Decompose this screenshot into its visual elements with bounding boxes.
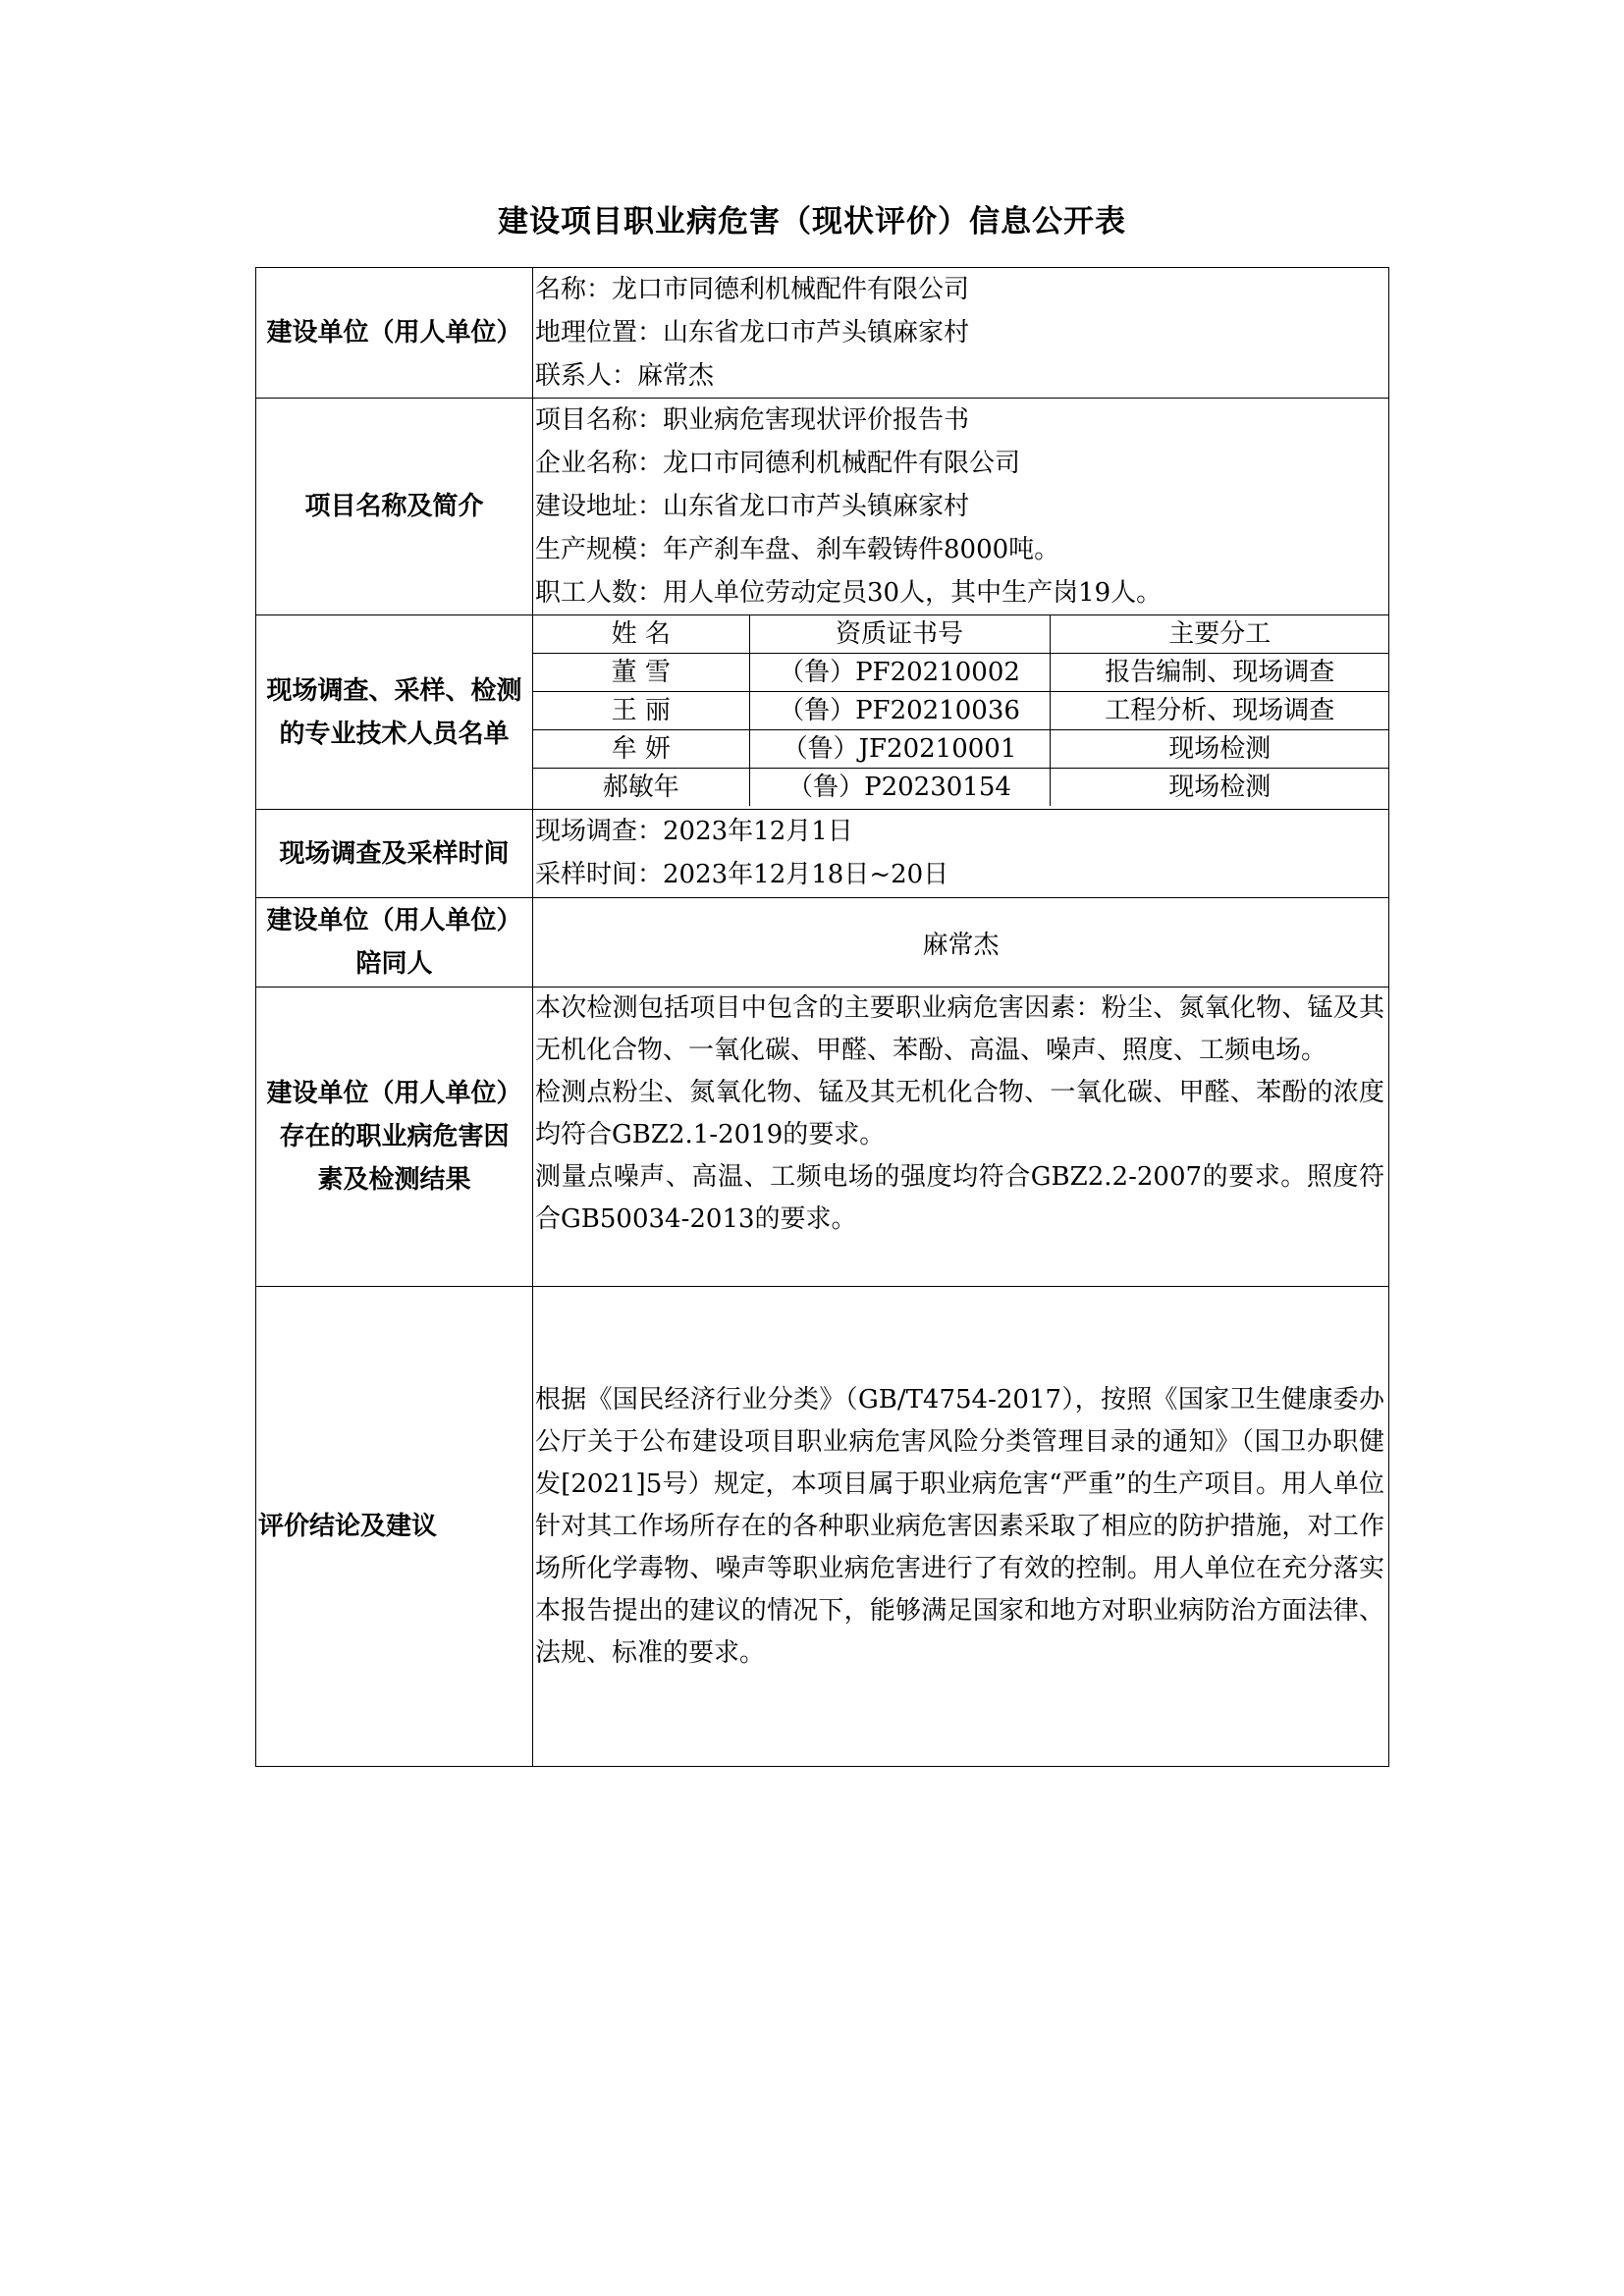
staff-table (533, 615, 1389, 806)
staff-name: 王 丽 (533, 692, 749, 730)
project-details (533, 399, 1389, 615)
row-conclusion (256, 1287, 1389, 1767)
row-project (256, 399, 1389, 615)
row-escort (256, 898, 1389, 988)
project-staff-count: 职工人数：用人单位劳动定员30人，其中生产岗19人。 (535, 578, 1163, 608)
document-title: 建设项目职业病危害（现状评价）信息公开表 (498, 204, 1126, 240)
hazards-factors: 本次检测包括项目中包含的主要职业病危害因素：粉尘、氮氧化物、锰及其无机化合物、一氧化碳、甲醛、苯酚、高温、噪声、照度、工频电场。 (535, 993, 1384, 1065)
staff-name: 郝敏年 (533, 769, 749, 807)
hazards-label-line2: 存在的职业病危害因 (279, 1122, 510, 1151)
staff-role: 现场检测 (1050, 769, 1389, 807)
unit-details (533, 268, 1389, 399)
staff-cert: （鲁）P20230154 (749, 769, 1050, 807)
project-label: 项目名称及简介 (256, 399, 533, 615)
escort-value: 麻常杰 (533, 898, 1389, 988)
survey-date: 现场调查：2023年12月1日 (535, 817, 853, 846)
escort-label (256, 898, 533, 988)
staff-header-name: 姓 名 (533, 615, 749, 654)
survey-time-details (533, 810, 1389, 898)
conclusion-text: 根据《国民经济行业分类》（GB/T4754-2017），按照《国家卫生健康委办公厅关于公布建设项目职业病危害风险分类管理目录的通知》（国卫办职健发[2021]5号）规定，本项目属于职业病危害“严重”的生产项目。用人单位针对其工作场所存在的各种职业病危害因素采取了相应的防护措施，对工作场所化学毒物、噪声等职业病危害进行了有效的控制。用人单位在充分落实本报告提出的建议的情况下，能够满足国家和地方对职业病防治方面法律、法规、标准的要求。 (535, 1384, 1384, 1668)
staff-row (533, 692, 1389, 730)
staff-header-role: 主要分工 (1050, 615, 1389, 654)
info-table (255, 267, 1389, 1767)
row-unit (256, 268, 1389, 399)
staff-header-cert: 资质证书号 (749, 615, 1050, 654)
survey-time-label: 现场调查及采样时间 (256, 810, 533, 898)
staff-label (256, 615, 533, 810)
project-address: 建设地址：山东省龙口市芦头镇麻家村 (535, 492, 970, 521)
escort-label-line2: 陪同人 (355, 949, 433, 979)
staff-cert: （鲁）PF20210036 (749, 692, 1050, 730)
staff-row (533, 730, 1389, 769)
staff-row (533, 654, 1389, 692)
conclusion-label: 评价结论及建议 (256, 1287, 533, 1767)
staff-name: 董 雪 (533, 654, 749, 692)
unit-location: 地理位置：山东省龙口市芦头镇麻家村 (535, 318, 970, 347)
unit-contact: 联系人：麻常杰 (535, 361, 715, 391)
staff-role: 报告编制、现场调查 (1050, 654, 1389, 692)
hazards-label-line1: 建设单位（用人单位） (266, 1079, 522, 1108)
conclusion-cell (533, 1287, 1389, 1767)
staff-cert: （鲁）PF20210002 (749, 654, 1050, 692)
staff-label-line2: 的专业技术人员名单 (279, 719, 510, 749)
project-scale: 生产规模：年产刹车盘、刹车毂铸件8000吨。 (535, 535, 1060, 564)
hazards-details (533, 988, 1389, 1287)
staff-name: 牟 妍 (533, 730, 749, 769)
project-name: 项目名称：职业病危害现状评价报告书 (535, 405, 970, 435)
hazards-label (256, 988, 533, 1287)
staff-cert: （鲁）JF20210001 (749, 730, 1050, 769)
unit-label: 建设单位（用人单位） (256, 268, 533, 399)
unit-name: 名称：龙口市同德利机械配件有限公司 (535, 275, 970, 304)
sampling-date: 采样时间：2023年12月18日~20日 (535, 860, 949, 889)
staff-header-row (533, 615, 1389, 654)
row-survey-time (256, 810, 1389, 898)
row-hazards (256, 988, 1389, 1287)
staff-cell (533, 615, 1389, 810)
row-staff (256, 615, 1389, 810)
project-company: 企业名称：龙口市同德利机械配件有限公司 (535, 449, 1021, 478)
hazards-intensity-result: 测量点噪声、高温、工频电场的强度均符合GBZ2.2-2007的要求。照度符合GB50034-2013的要求。 (535, 1162, 1384, 1234)
escort-label-line1: 建设单位（用人单位） (266, 906, 522, 935)
hazards-concentration-result: 检测点粉尘、氮氧化物、锰及其无机化合物、一氧化碳、甲醛、苯酚的浓度均符合GBZ2.1-2019的要求。 (535, 1078, 1384, 1149)
staff-row (533, 769, 1389, 807)
staff-role: 工程分析、现场调查 (1050, 692, 1389, 730)
hazards-label-line3: 素及检测结果 (317, 1165, 471, 1195)
staff-label-line1: 现场调查、采样、检测 (266, 675, 522, 706)
staff-role: 现场检测 (1050, 730, 1389, 769)
